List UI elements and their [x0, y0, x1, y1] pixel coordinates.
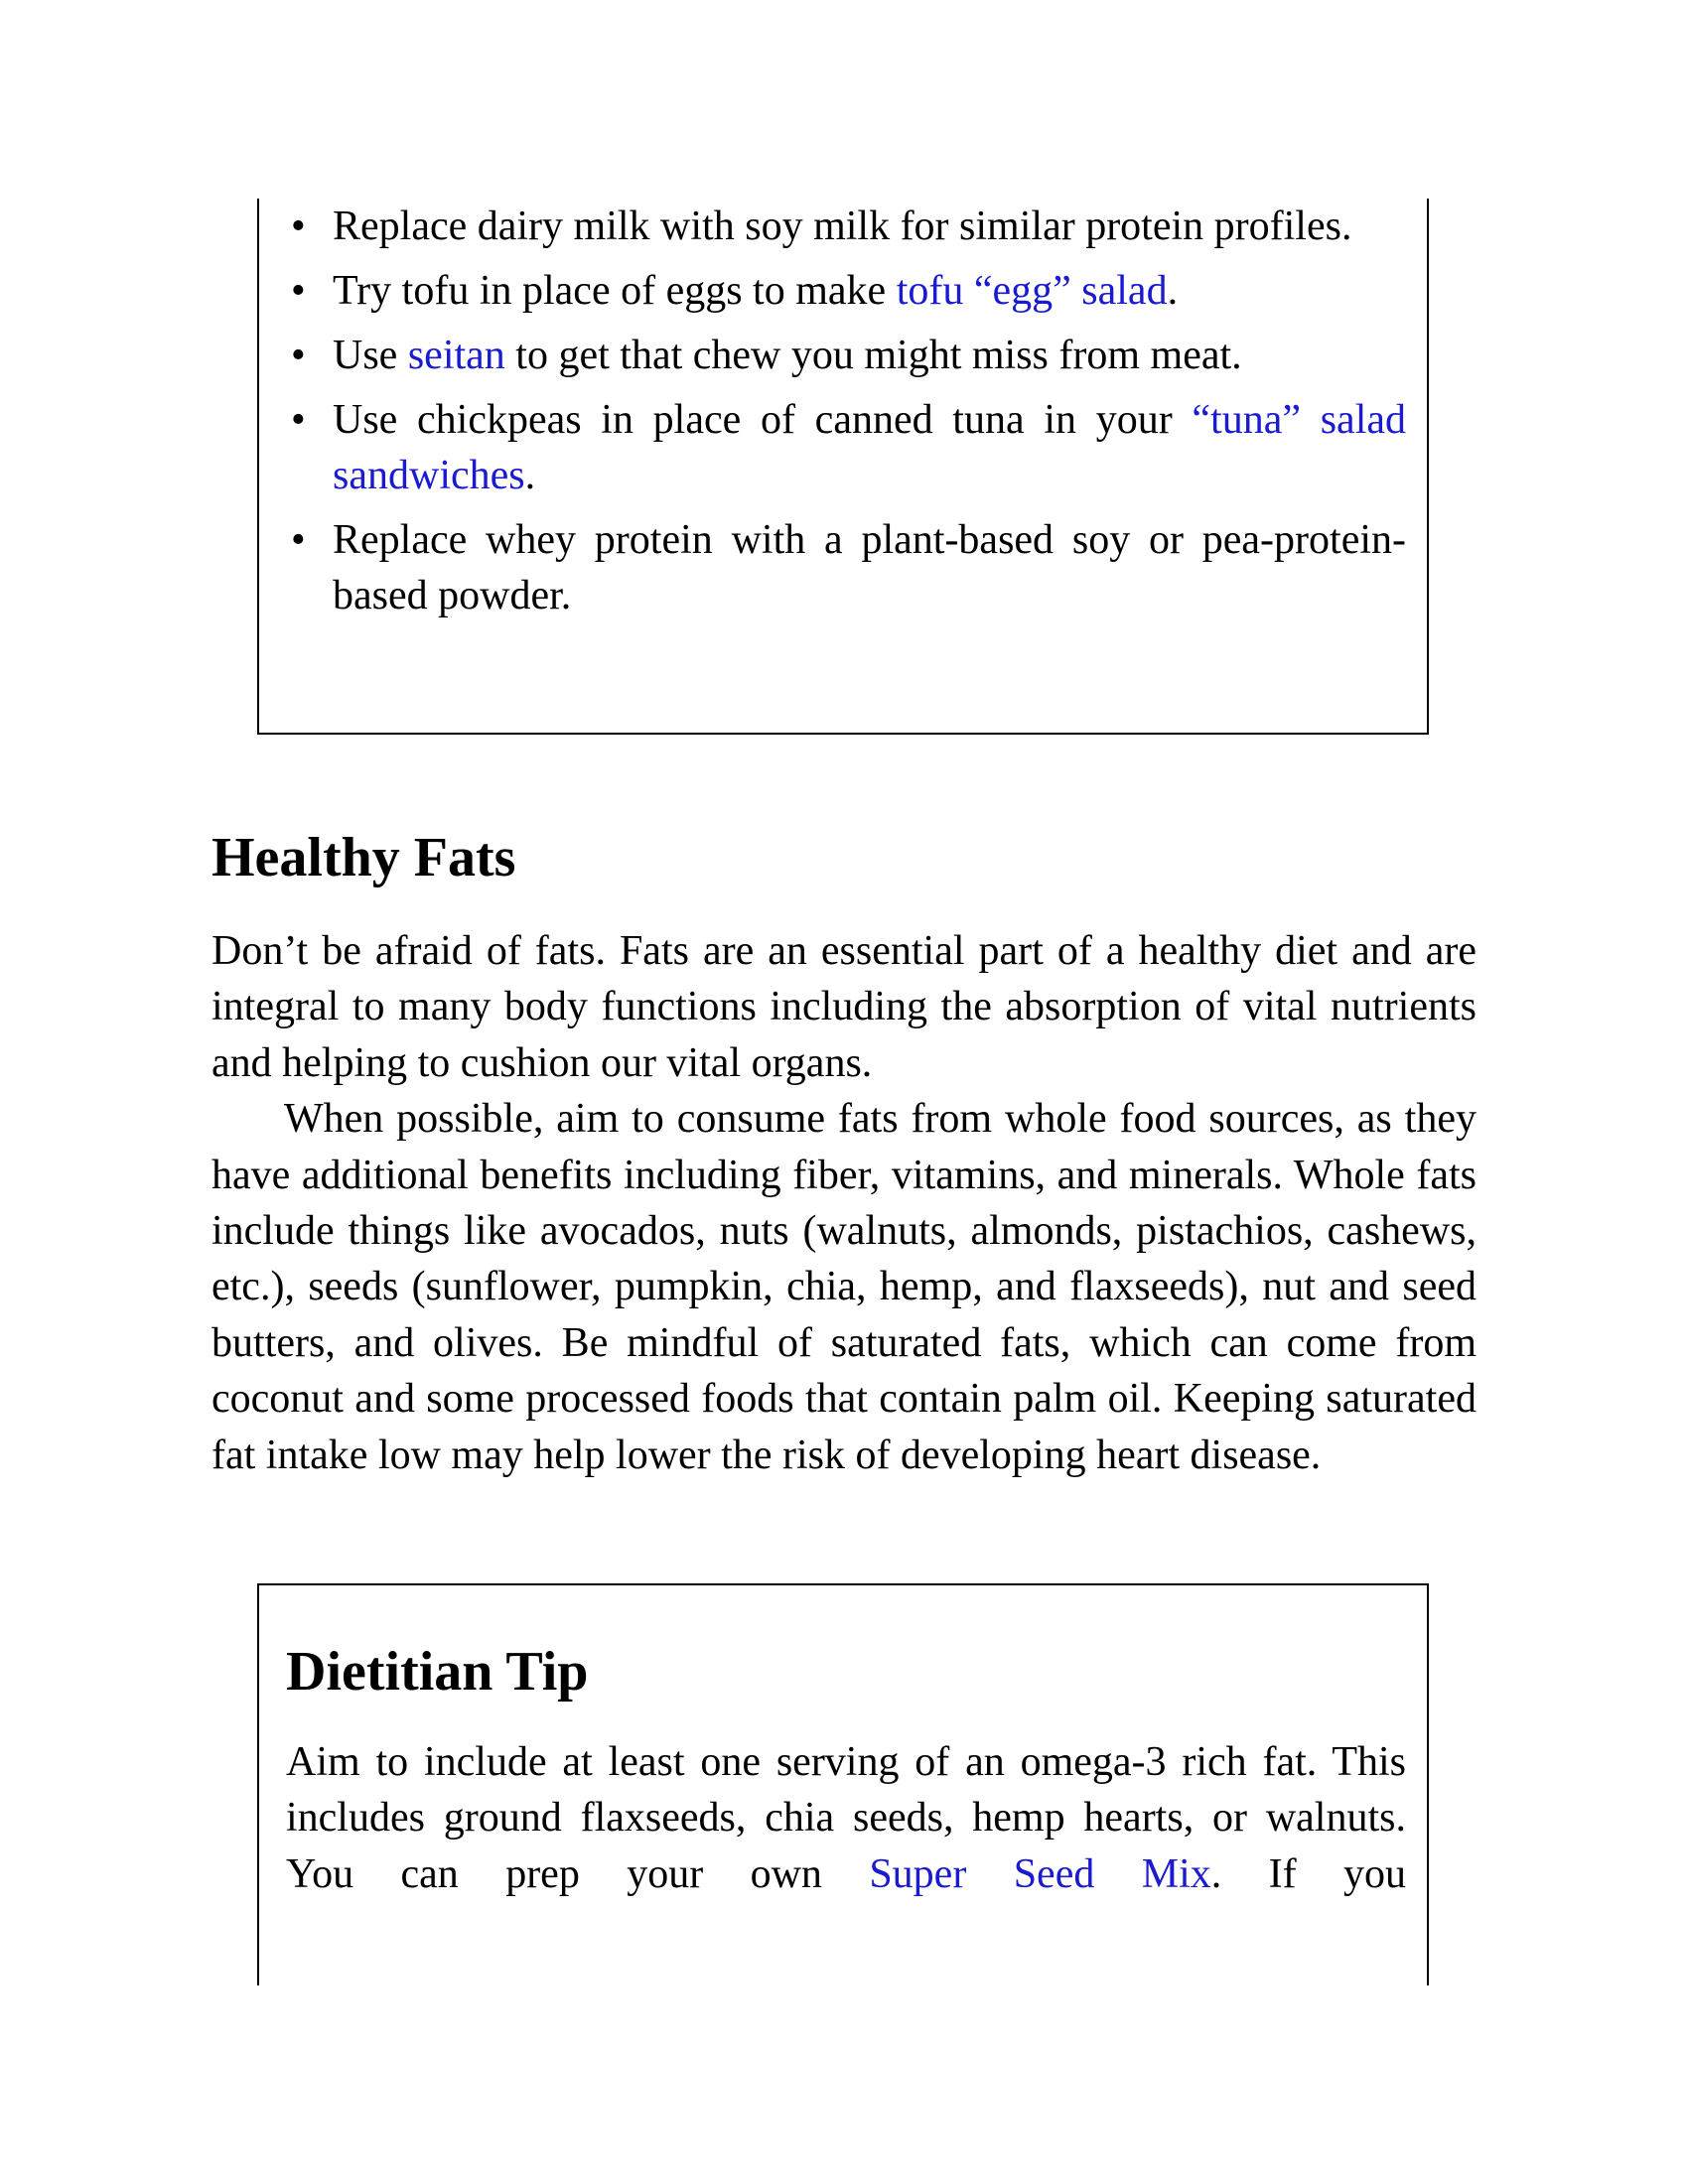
list-item: [289, 199, 1406, 254]
list-item-text: Try tofu in place of eggs to make: [333, 268, 897, 314]
bullet-icon: •: [291, 204, 306, 249]
list-item-text-end: to get that chew you might miss from meat.: [504, 333, 1242, 378]
super-seed-mix-link[interactable]: Super Seed Mix: [869, 1850, 1211, 1897]
list-item: [289, 512, 1406, 623]
list-item: [289, 263, 1406, 319]
list-item: [289, 392, 1406, 503]
list-item-text-end: .: [1167, 268, 1179, 314]
list-item-text-end: .: [524, 453, 536, 498]
dietitian-tip-box: [257, 1583, 1429, 1985]
list-item-text: Replace dairy milk with soy milk for similar protein profiles.: [333, 204, 1352, 249]
healthy-fats-paragraph-2: When possible, aim to consume fats from whole food sources, as they have additional benefits including fiber, vitamins, and minerals. Whole fats include things like avocados, nuts (walnuts, almonds, pistachios, cashews, etc.), seeds (sunflower, pumpkin, chia, hemp, and flaxseeds), nut and seed butters, and olives. Be mindful of saturated fats, which can come from coconut and some processed foods that contain palm oil. Keeping saturated fat intake low may help lower the risk of developing heart disease.: [211, 1096, 1477, 1478]
bullet-icon: •: [291, 268, 306, 314]
dietitian-tip-text: [286, 1734, 1406, 1902]
tuna-salad-sandwiches-link[interactable]: “tuna” salad sandwiches: [333, 397, 1407, 498]
seitan-link[interactable]: seitan: [407, 333, 505, 378]
protein-swaps-box: [257, 199, 1429, 735]
list-item-text: Replace whey protein with a plant-based soy or pea-protein-based powder.: [333, 517, 1406, 618]
bullet-icon: •: [291, 517, 306, 563]
healthy-fats-paragraph-1: Don’t be afraid of fats. Fats are an essential part of a healthy diet and are integral to many body functions including the absorption of vital nutrients and helping to cushion our vital organs.: [211, 928, 1477, 1086]
dietitian-tip-text-end: . If you: [1210, 1850, 1406, 1897]
dietitian-tip-heading: Dietitian Tip: [286, 1641, 589, 1703]
list-item-text: Use chickpeas in place of canned tuna in your: [333, 397, 1193, 443]
list-item: [289, 328, 1406, 383]
tofu-egg-salad-link[interactable]: tofu “egg” salad: [896, 268, 1168, 314]
bullet-icon: •: [291, 333, 306, 378]
protein-swaps-list: [289, 199, 1406, 632]
dietitian-tip-text-start: Aim to include at least one serving of an omega-3 rich fat. This includes ground flaxseeds, chia seeds, hemp hearts, or walnuts. You can prep your own: [286, 1739, 1406, 1897]
healthy-fats-heading: Healthy Fats: [211, 827, 516, 888]
list-item-text: Use: [333, 333, 408, 378]
healthy-fats-body: [211, 923, 1477, 1483]
bullet-icon: •: [291, 397, 306, 443]
